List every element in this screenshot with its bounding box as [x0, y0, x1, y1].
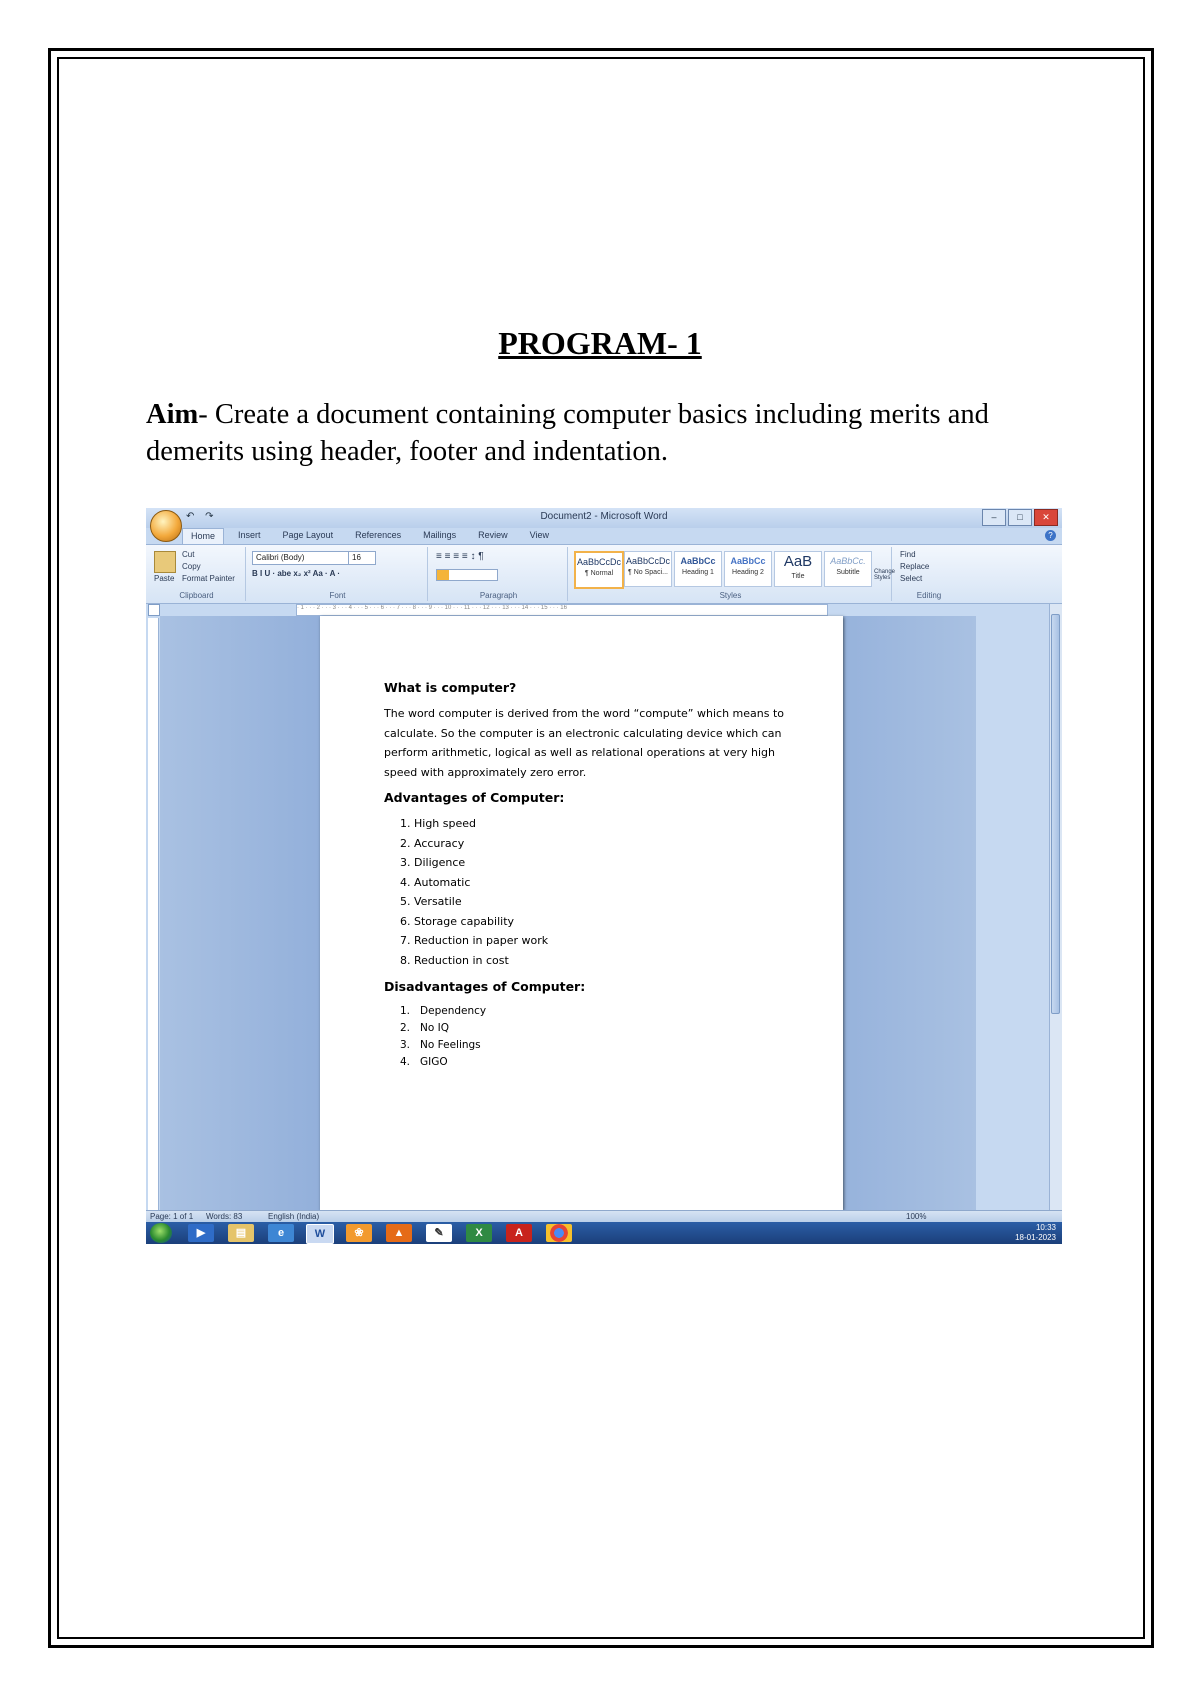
tab-selector[interactable] [148, 604, 160, 616]
list-item: 8. Reduction in cost [400, 953, 509, 967]
find-button[interactable]: Find [900, 550, 916, 559]
tab-mailings[interactable]: Mailings [423, 530, 457, 540]
doc-paragraph: The word computer is derived from the word “compute” which means to calculate. So the computer is an electronic calculating device which can perform arithmetic, logical as well as relational operations at very high speed with approximately zero error. [384, 707, 785, 779]
advantages-list [384, 814, 804, 970]
styles-group [570, 547, 896, 601]
clipboard-group [148, 547, 246, 601]
editing-label: Editing [916, 591, 942, 600]
style-no-spacing[interactable]: AaBbCcDc ¶ No Spaci... [624, 551, 672, 587]
window-titlebar [146, 508, 1062, 528]
paste-button[interactable]: Paste [154, 574, 175, 583]
list-item: 1. High speed [400, 817, 477, 830]
status-zoom[interactable]: 100% [906, 1212, 927, 1221]
status-page[interactable]: Page: 1 of 1 [150, 1212, 194, 1221]
doc-heading-what-is-computer: What is computer? [384, 680, 517, 695]
close-icon[interactable]: ✕ [1034, 509, 1058, 526]
style-title[interactable]: AaB Title [774, 551, 822, 587]
cut-button[interactable]: Cut [182, 550, 195, 559]
tray-date: 18-01-2023 [1015, 1233, 1056, 1242]
select-button[interactable]: Select [900, 574, 923, 583]
list-item: 2. Accuracy [400, 836, 465, 850]
document-page[interactable] [320, 616, 843, 1210]
system-tray[interactable] [1015, 1223, 1056, 1243]
tab-references[interactable]: References [355, 530, 402, 540]
paint-icon[interactable]: ✎ [426, 1224, 452, 1242]
media-player-icon[interactable]: ▶ [188, 1224, 214, 1242]
scrollbar-thumb[interactable] [1051, 614, 1060, 1014]
tray-time: 10:33 [1035, 1223, 1056, 1232]
start-button-icon[interactable] [150, 1223, 172, 1243]
change-styles-button[interactable]: Change Styles [874, 569, 896, 581]
clipboard-label: Clipboard [179, 591, 214, 600]
list-item: 3. No Feelings [400, 1039, 481, 1051]
taskbar [146, 1222, 1062, 1244]
doc-heading-advantages: Advantages of Computer: [384, 790, 565, 805]
alignment-buttons[interactable] [436, 569, 498, 581]
font-label: Font [329, 591, 346, 600]
aim-paragraph [146, 396, 1066, 470]
paragraph-group [430, 547, 568, 601]
aim-label: Aim [146, 399, 199, 430]
maximize-icon[interactable]: □ [1008, 509, 1032, 526]
word-icon[interactable]: W [306, 1224, 334, 1244]
tab-page-layout[interactable]: Page Layout [282, 530, 334, 540]
list-item: 5. Versatile [400, 895, 462, 908]
styles-label: Styles [719, 591, 742, 600]
editing-group [894, 547, 964, 601]
vertical-scrollbar[interactable] [1049, 604, 1062, 1210]
document-content [384, 680, 804, 1071]
window-controls [982, 509, 1058, 526]
format-painter-button[interactable]: Format Painter [182, 574, 235, 583]
list-item: 3. Diligence [400, 856, 466, 869]
tab-home[interactable]: Home [182, 528, 224, 544]
list-item: 2. No IQ [400, 1022, 450, 1034]
font-size-field[interactable]: 16 [348, 551, 376, 565]
doc-heading-disadvantages: Disadvantages of Computer: [384, 979, 586, 994]
vertical-ruler [148, 618, 159, 1210]
tab-review[interactable]: Review [478, 530, 508, 540]
folder-icon[interactable]: ▤ [228, 1224, 254, 1242]
vlc-icon[interactable]: ▲ [386, 1224, 412, 1242]
font-format-tools[interactable]: B I U · abe x₂ x² Aa · A · [252, 569, 341, 578]
tab-view[interactable]: View [529, 530, 549, 540]
copy-button[interactable]: Copy [182, 562, 201, 571]
chrome-icon[interactable] [546, 1224, 572, 1242]
list-item: 4. GIGO [400, 1056, 448, 1068]
excel-icon[interactable]: X [466, 1224, 492, 1242]
window-title: Document2 - Microsoft Word [540, 511, 668, 522]
office-button-icon[interactable] [150, 510, 182, 542]
list-item: 6. Storage capability [400, 914, 515, 928]
quick-access-toolbar[interactable]: ↶ ↷ [186, 511, 218, 522]
style-heading-2[interactable]: AaBbCc Heading 2 [724, 551, 772, 587]
paint-app-icon[interactable]: ❀ [346, 1224, 372, 1242]
internet-explorer-icon[interactable]: e [268, 1224, 294, 1242]
tab-insert[interactable]: Insert [238, 530, 261, 540]
ribbon [146, 544, 1062, 604]
replace-button[interactable]: Replace [900, 562, 930, 571]
word-screenshot [146, 508, 1062, 1244]
horizontal-ruler[interactable]: · 1 · · · 2 · · · 3 · · · 4 · · · 5 · · · 6 · · · 7 · · · 8 · · · 9 · · · 10 · · · 11 · · · 12 · · · 13 · · · 14 · · · 15 · · · 16 [296, 604, 828, 616]
paragraph-tools[interactable]: ≡ ≡ ≡ ≡ ↕ ¶ [436, 551, 484, 562]
font-name-field[interactable]: Calibri (Body) [252, 551, 350, 565]
paste-icon[interactable] [154, 551, 176, 573]
status-language[interactable]: English (India) [268, 1212, 320, 1221]
minimize-icon[interactable]: – [982, 509, 1006, 526]
style-subtitle[interactable]: AaBbCc. Subtitle [824, 551, 872, 587]
help-icon[interactable]: ? [1045, 530, 1056, 541]
status-words[interactable]: Words: 83 [206, 1212, 243, 1221]
list-item: 1. Dependency [400, 1005, 487, 1017]
list-item: 7. Reduction in paper work [400, 934, 549, 947]
list-item: 4. Automatic [400, 875, 471, 889]
program-heading: PROGRAM- 1 [498, 325, 702, 361]
disadvantages-list [384, 1003, 804, 1071]
style-normal[interactable]: AaBbCcDc ¶ Normal [574, 551, 624, 589]
ribbon-tabs [182, 528, 557, 544]
style-heading-1[interactable]: AaBbCc Heading 1 [674, 551, 722, 587]
aim-text: - Create a document containing computer basics including merits and demerits using header, footer and indentation. [146, 399, 989, 467]
paragraph-label: Paragraph [479, 591, 518, 600]
font-group [248, 547, 428, 601]
acrobat-icon[interactable]: A [506, 1224, 532, 1242]
